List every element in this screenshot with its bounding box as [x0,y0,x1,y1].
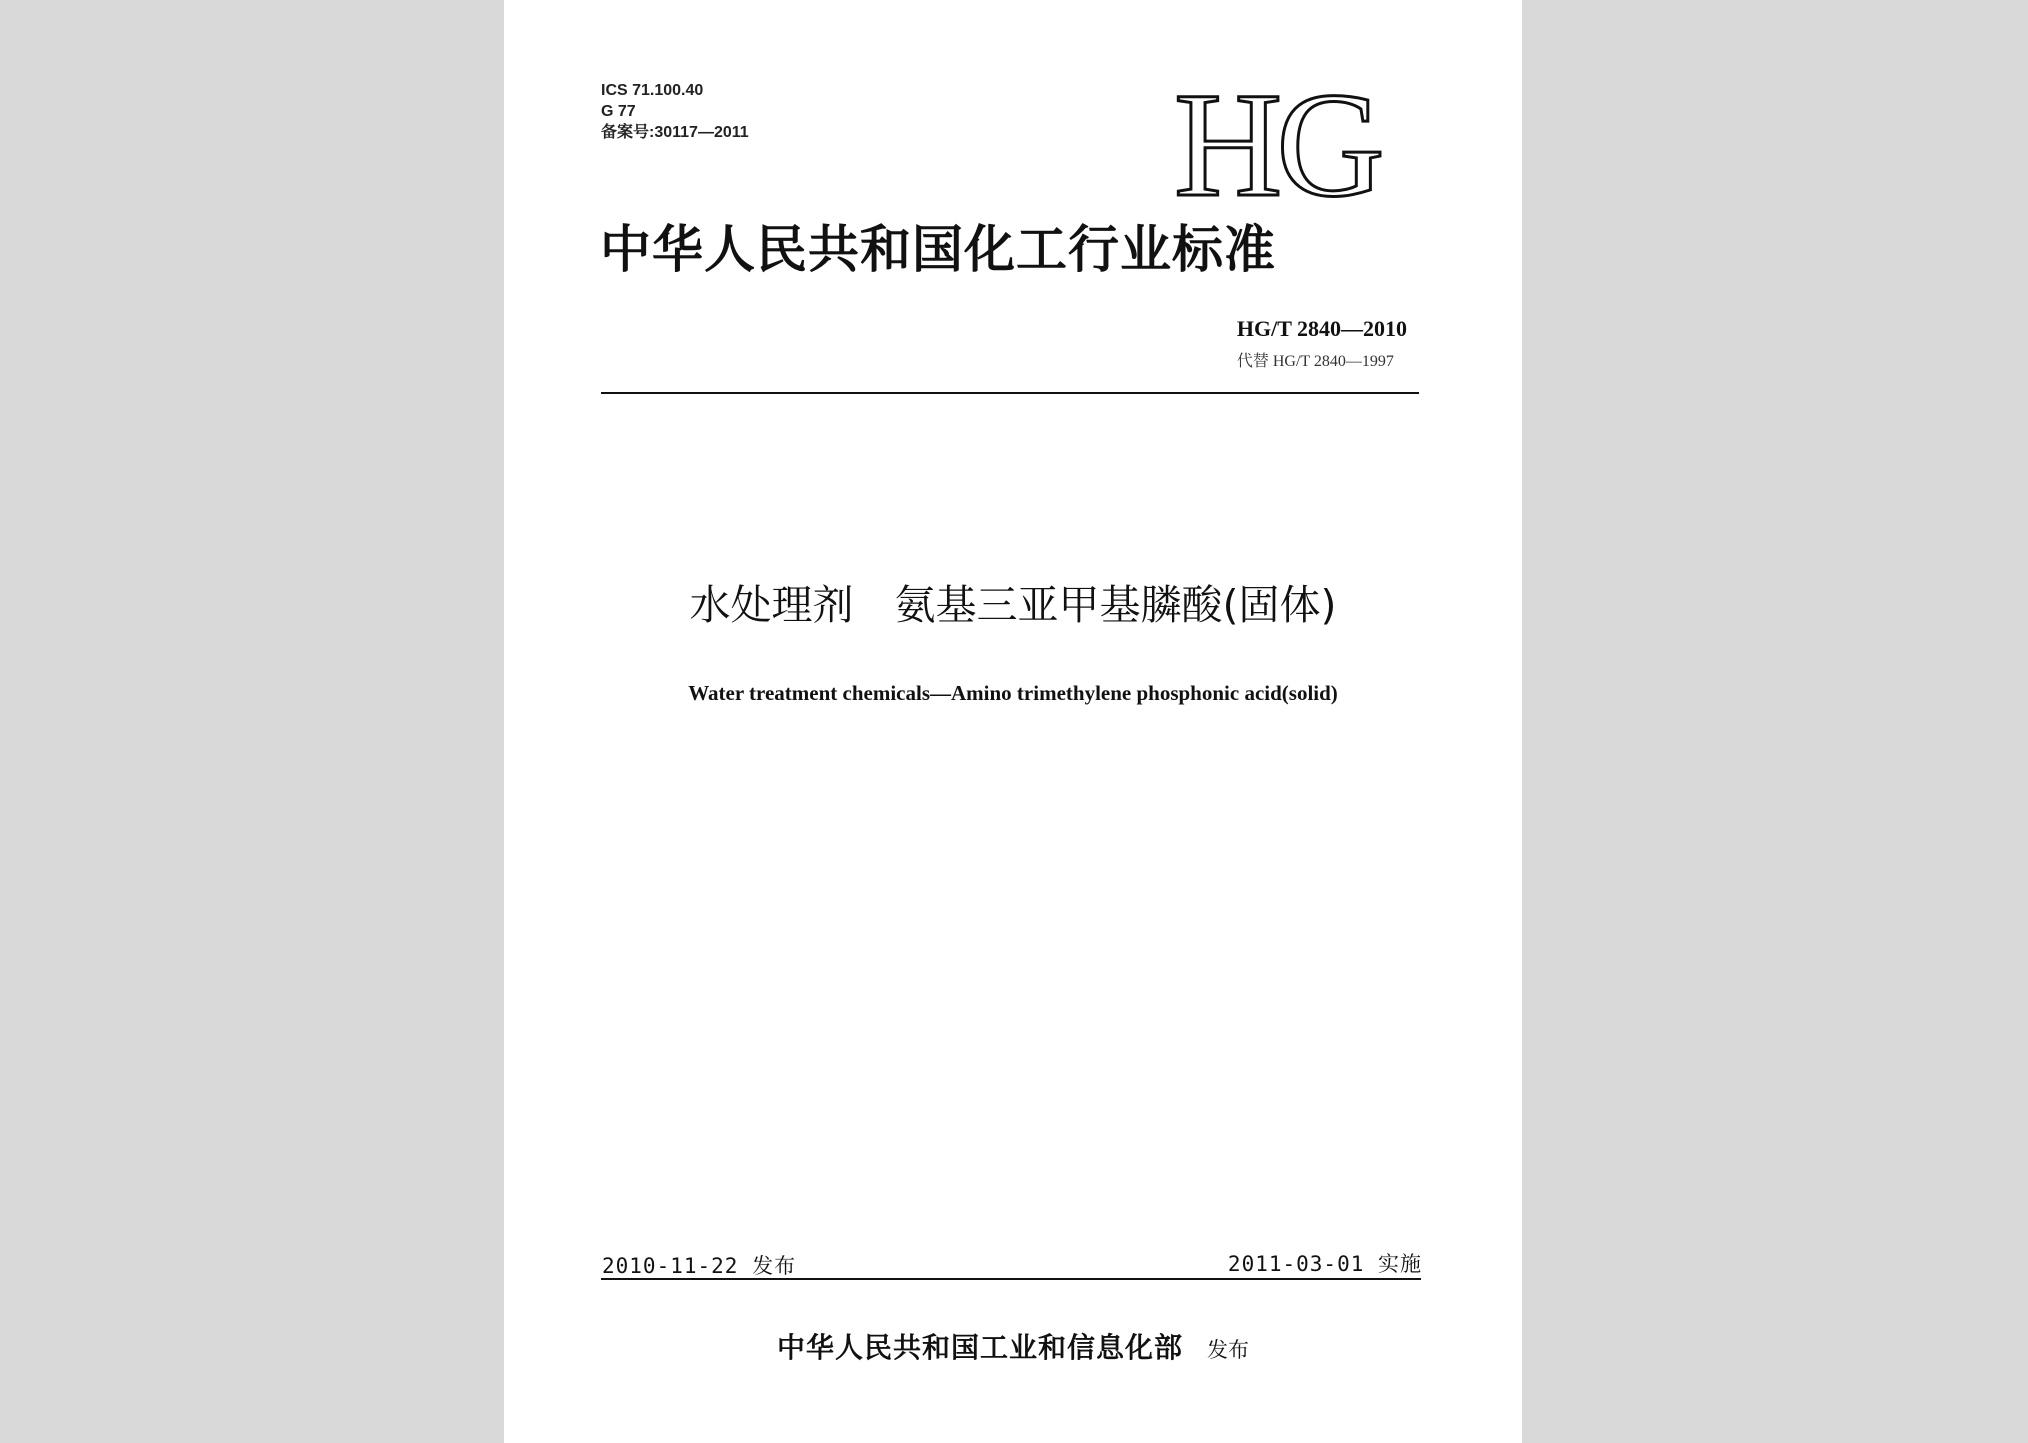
document-page [504,0,1522,1443]
replaces-standard: 代替 HG/T 2840—1997 [1236,353,1394,370]
publisher-action: 发布 [1207,1338,1249,1362]
header-divider [601,392,1419,394]
footer-divider [601,1278,1421,1280]
publisher-organization: 中华人民共和国工业和信息化部 [776,1331,1183,1364]
standard-title: 中华人民共和国化工行业标准 [600,220,1277,280]
classification-block [601,80,749,143]
standard-code-block [1237,316,1407,371]
issue-date: 2010-11-22 发布 [602,1254,797,1278]
standard-code: HG/T 2840—2010 [1236,316,1407,341]
ics-number: ICS 71.100.40 [601,82,704,99]
implementation-date: 2011-03-01 实施 [1227,1252,1422,1276]
publisher-line [504,1326,1522,1366]
record-number: 备案号:30117—2011 [601,124,749,141]
hg-logo: HG [1174,62,1379,228]
document-title-chinese: 水处理剂 氨基三亚甲基膦酸(固体) [689,581,1337,629]
document-title-english: Water treatment chemicals—Amino trimethylene phosphonic acid(solid) [688,681,1338,705]
ccs-number: G 77 [601,103,636,120]
